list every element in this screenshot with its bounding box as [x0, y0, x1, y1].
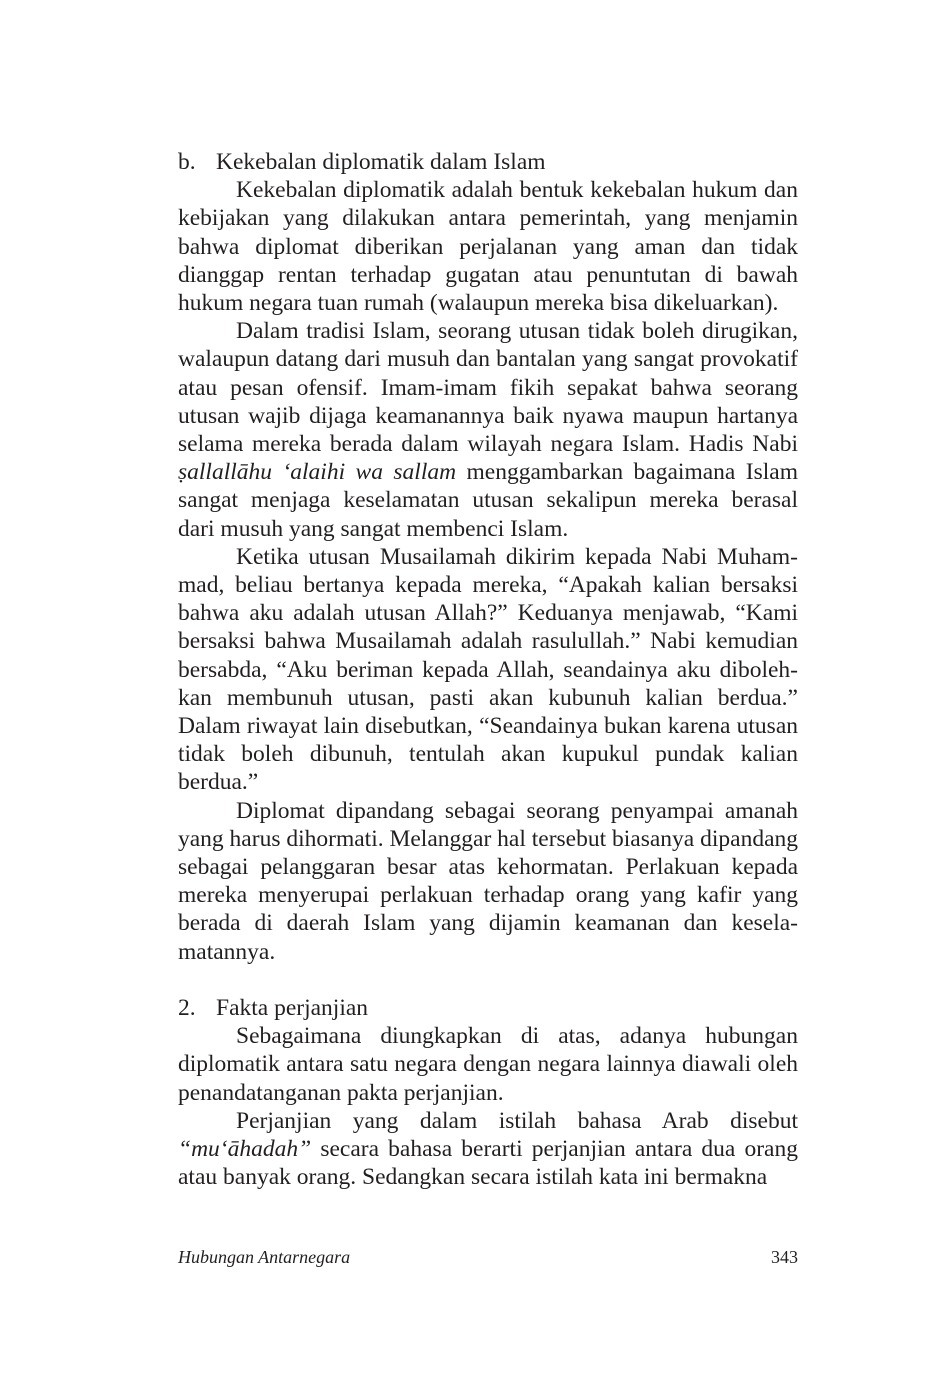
- section-spacer: [178, 966, 798, 994]
- section-b-heading: [178, 148, 798, 176]
- section-b-title: Kekebalan diplomatik dalam Islam: [216, 149, 546, 175]
- page-footer: [178, 1247, 798, 1268]
- paragraph-2-text-end: menggambarkan bagaimana Islam sangat menjaga keselamatan utusan sekalipun mereka berasal dari musuh yang sangat membenci Islam.: [178, 459, 798, 542]
- section-b-paragraph-2: [178, 317, 798, 543]
- page-body: [178, 148, 798, 1191]
- section-b-paragraph-1: Kekebalan diplomatik adalah bentuk kekebalan hukum dan kebijakan yang dilakukan antara pemerintah, yang menjamin bahwa diplomat diberikan perjalanan yang aman dan tidak dianggap rentan terhadap gugatan atau penuntutan di bawah hukum negara tuan rumah (walaupun mereka bisa dikeluarkan).: [178, 177, 798, 317]
- honorific-phrase: ṣallallāhu ‘alaihi wa sallam: [178, 459, 457, 486]
- section-2-paragraph-2: [178, 1107, 798, 1192]
- section-2-heading: [178, 994, 798, 1022]
- section-b-number: b.: [178, 149, 196, 175]
- section-b-paragraph-4: Diplomat dipandang sebagai seorang penyampai amanah yang harus dihormati. Melanggar hal tersebut biasanya dipandang sebagai pelanggaran besar atas kehormatan. Perlakuan kepada mereka menyerupai perlakuan terhadap orang yang kafir yang berada di daerah Islam yang dijamin keamanan dan keselamatannya.: [178, 797, 798, 965]
- paragraph-2-text-start: Dalam tradisi Islam, seorang utusan tidak boleh dirugikan, walaupun datang dari musuh dan bantalan yang sangat provokatif atau pesan ofensif. Imam-imam fikih sepakat bahwa seorang utusan wajib dijaga keamanannya baik nyawa maupun hartanya selama mereka berada dalam wilayah negara Islam. Hadis Nabi: [178, 318, 798, 458]
- section-2-number: 2.: [178, 994, 196, 1021]
- page-number: 343: [771, 1247, 798, 1267]
- section-2-paragraph-2-text-end: secara bahasa berarti perjanjian antara dua orang atau banyak orang. Sedangkan secara istilah kata ini bermakna: [178, 1135, 798, 1191]
- section-b-paragraph-3: Ketika utusan Musailamah dikirim kepada Nabi Muhammad, beliau bertanya kepada mereka, “Apakah kalian bersaksi bahwa aku adalah utusan Allah?” Keduanya menjawab, “Kami bersaksi bahwa Musailamah adalah rasulullah.” Nabi kemudian bersabda, “Aku beriman kepada Allah, seandainya aku dibolehkan membunuh utusan, pasti akan kubunuh kalian berdua.” Dalam riwayat lain disebutkan, “Seandainya bukan karena utusan tidak boleh dibunuh, tentulah akan kupukul pundak kalian berdua.”: [178, 543, 798, 796]
- section-2-paragraph-2-text-start: Perjanjian yang dalam istilah bahasa Arab disebut: [236, 1107, 798, 1134]
- running-title: Hubungan Antarnegara: [178, 1247, 351, 1267]
- section-2-title: Fakta perjanjian: [216, 994, 369, 1021]
- arabic-term: “mu‘āhadah”: [178, 1135, 312, 1162]
- section-2-paragraph-1: Sebagaimana diungkapkan di atas, adanya hubungan diplomatik antara satu negara dengan negara lainnya diawali oleh penandatanganan pakta perjanjian.: [178, 1023, 798, 1106]
